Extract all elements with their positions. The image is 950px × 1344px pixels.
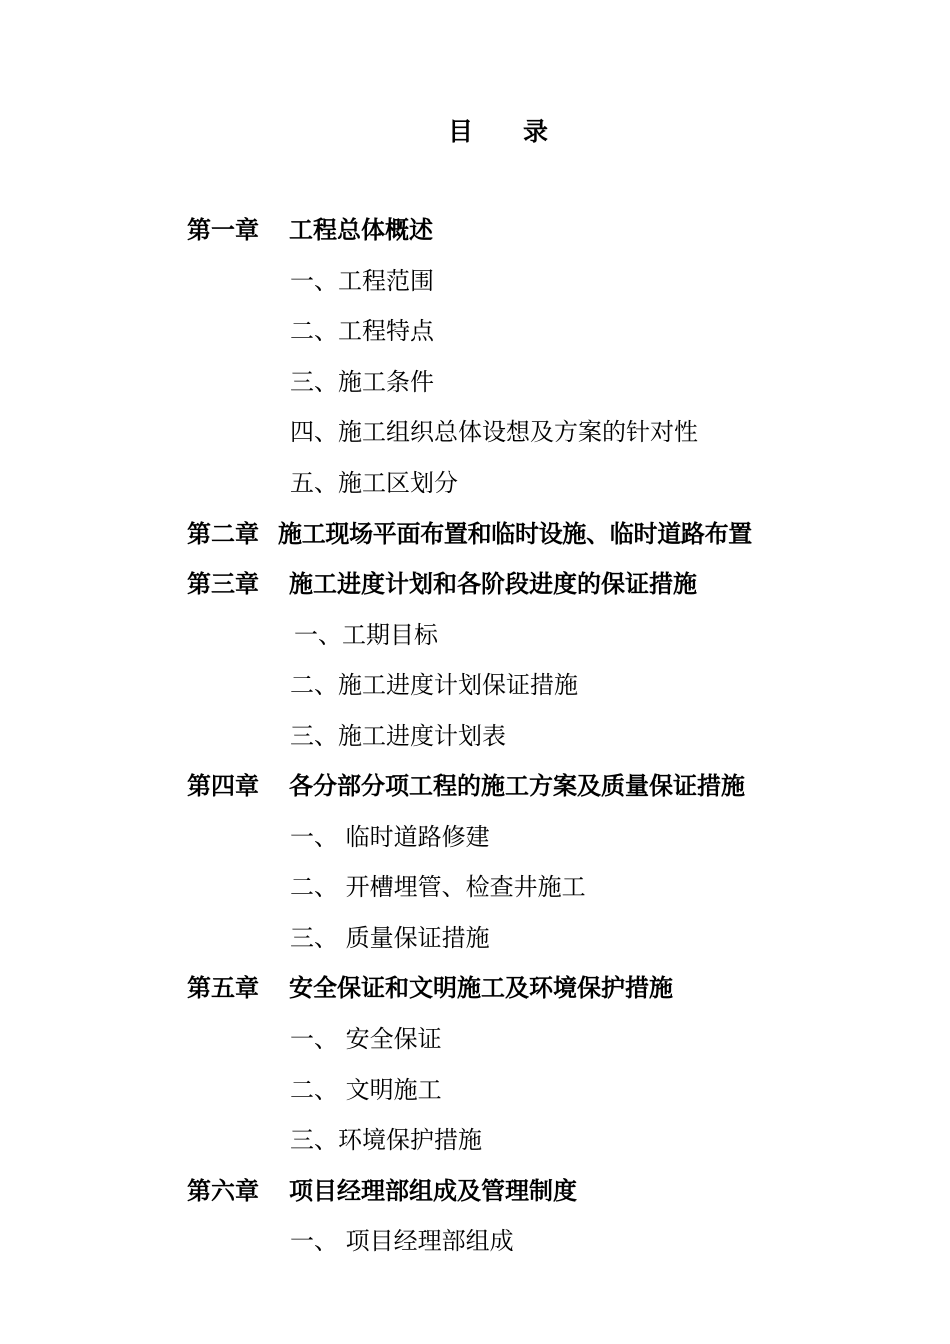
section-title: 一、工期目标 [294, 621, 438, 649]
section-title: 一、 项目经理部组成 [290, 1227, 514, 1255]
section-title: 三、 质量保证措施 [290, 924, 490, 952]
chapter-number: 第一章 [187, 216, 259, 244]
section-title: 三、环境保护措施 [290, 1126, 482, 1154]
section-title: 二、 文明施工 [290, 1076, 442, 1104]
section-title: 一、 临时道路修建 [290, 823, 490, 851]
toc-title: 目 录 [447, 117, 548, 146]
chapter-number: 第二章 [187, 520, 259, 548]
chapter-title: 施工现场平面布置和临时设施、临时道路布置 [278, 520, 752, 548]
section-title: 二、工程特点 [290, 317, 434, 345]
chapter-number: 第五章 [187, 974, 259, 1002]
chapter-number: 第四章 [187, 772, 259, 800]
section-title: 二、施工进度计划保证措施 [290, 671, 578, 699]
section-title: 三、施工条件 [290, 368, 434, 396]
section-title: 五、施工区划分 [290, 469, 458, 497]
chapter-title: 项目经理部组成及管理制度 [289, 1177, 577, 1205]
section-title: 一、工程范围 [290, 267, 434, 295]
chapter-title: 各分部分项工程的施工方案及质量保证措施 [289, 772, 745, 800]
chapter-title: 施工进度计划和各阶段进度的保证措施 [289, 570, 697, 598]
chapter-number: 第三章 [187, 570, 259, 598]
chapter-title: 安全保证和文明施工及环境保护措施 [289, 974, 673, 1002]
chapter-number: 第六章 [187, 1177, 259, 1205]
section-title: 四、施工组织总体设想及方案的针对性 [290, 418, 698, 446]
chapter-title: 工程总体概述 [289, 216, 433, 244]
section-title: 三、施工进度计划表 [290, 722, 506, 750]
section-title: 二、 开槽埋管、检查井施工 [290, 873, 586, 901]
section-title: 一、 安全保证 [290, 1025, 442, 1053]
